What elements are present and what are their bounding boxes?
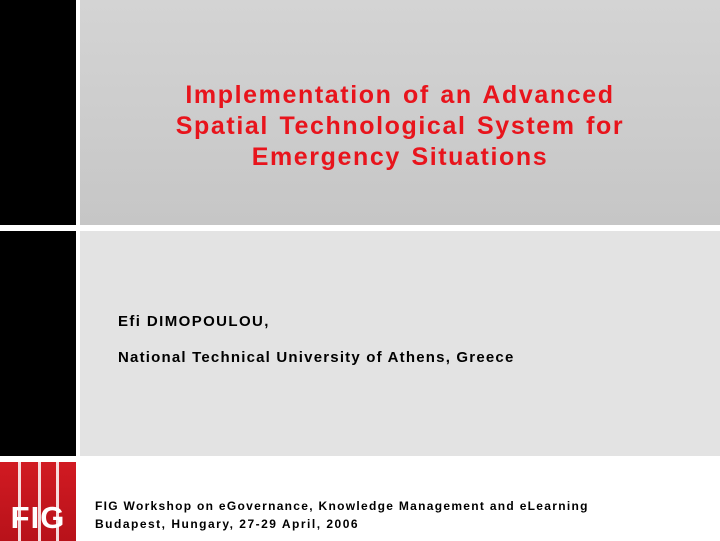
footer-event-name: FIG Workshop on eGovernance, Knowledge Management and eLearning — [95, 499, 589, 513]
author-name: Efi DIMOPOULOU, — [118, 313, 270, 330]
author-panel — [80, 231, 720, 456]
left-column-block-top — [0, 0, 76, 225]
slide-title — [80, 80, 720, 173]
fig-logo-text: FIG — [10, 500, 66, 535]
row-divider-top — [0, 225, 720, 231]
fig-logo — [0, 462, 76, 541]
slide-title-line-1: Implementation of an Advanced — [185, 81, 615, 109]
slide-title-line-2: Spatial Technological System for — [175, 112, 625, 140]
left-column-block-middle — [0, 231, 76, 456]
footer-event-location-date: Budapest, Hungary, 27-29 April, 2006 — [95, 517, 360, 531]
row-divider-bottom — [0, 456, 720, 462]
author-affiliation: National Technical University of Athens, Greece — [118, 349, 515, 366]
slide-title-line-3: Emergency Situations — [251, 143, 549, 171]
